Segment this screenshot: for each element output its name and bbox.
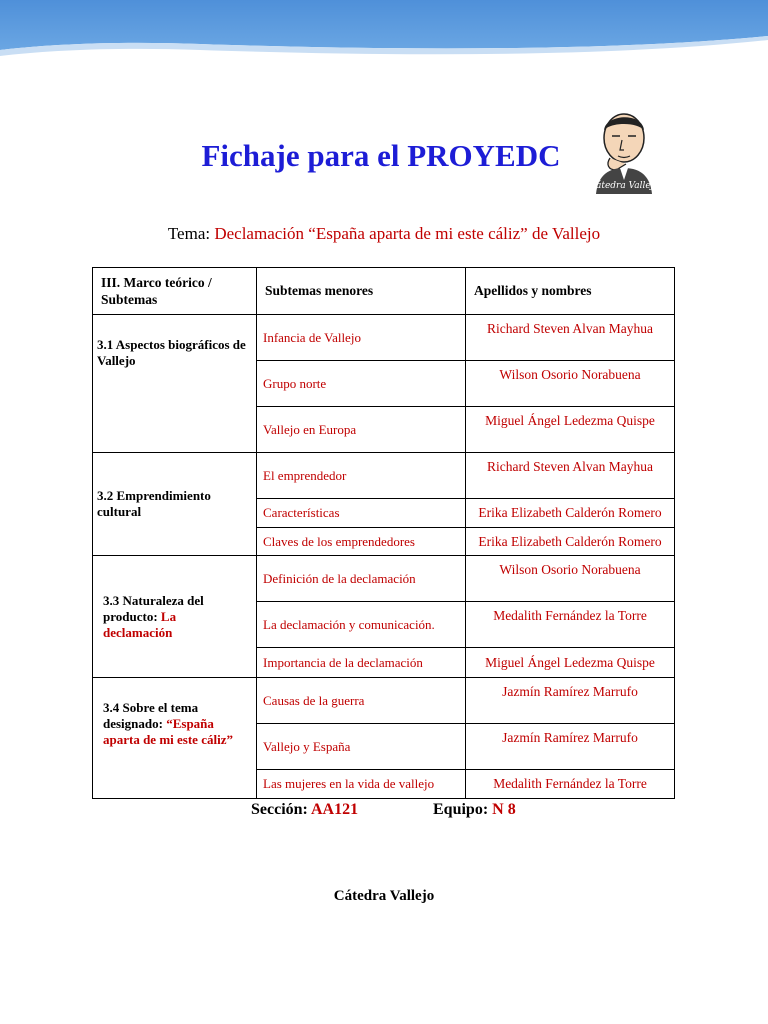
nombre-cell: Miguel Ángel Ledezma Quispe — [466, 407, 675, 453]
section-title-3-4-highlight: “España aparta de mi este cáliz” — [103, 716, 233, 747]
page-title: Fichaje para el PROYEDC — [201, 138, 561, 173]
tema-label: Tema: — [167, 224, 211, 243]
vallejo-portrait-icon — [586, 108, 662, 194]
subtema-cell: Vallejo y España — [257, 724, 466, 770]
nombre-cell: Jazmín Ramírez Marrufo — [466, 724, 675, 770]
section-title-3-4 — [93, 678, 257, 799]
table-header-row — [93, 268, 675, 315]
seccion-value: AA121 — [311, 801, 359, 818]
subtema-cell: Claves de los emprendedores — [257, 528, 466, 556]
table-row — [93, 556, 675, 602]
nombre-cell: Medalith Fernández la Torre — [466, 602, 675, 648]
equipo-label: Equipo: — [433, 801, 489, 818]
nombre-cell: Wilson Osorio Norabuena — [466, 361, 675, 407]
subtema-cell: Las mujeres en la vida de vallejo — [257, 770, 466, 799]
section-title-3-3 — [93, 556, 257, 678]
subtema-cell: Importancia de la declamación — [257, 648, 466, 678]
subtema-cell: Causas de la guerra — [257, 678, 466, 724]
section-title-3-1: 3.1 Aspectos biográficos de Vallejo — [93, 315, 257, 453]
catedra-footer: Cátedra Vallejo — [333, 888, 435, 904]
assignment-table — [92, 267, 675, 799]
subtema-cell: Grupo norte — [257, 361, 466, 407]
nombre-cell: Miguel Ángel Ledezma Quispe — [466, 648, 675, 678]
subtema-cell: El emprendedor — [257, 453, 466, 499]
subtema-cell: Características — [257, 499, 466, 528]
seccion-info — [251, 801, 358, 819]
seccion-label: Sección: — [251, 801, 308, 818]
column-header-subtemas: Subtemas menores — [257, 268, 466, 315]
section-title-3-3-label: 3.3 Naturaleza del producto: — [103, 592, 204, 624]
column-header-nombres: Apellidos y nombres — [466, 268, 675, 315]
nombre-cell: Richard Steven Alvan Mayhua — [466, 453, 675, 499]
subtema-cell: Infancia de Vallejo — [257, 315, 466, 361]
nombre-cell: Medalith Fernández la Torre — [466, 770, 675, 799]
tema-line — [0, 224, 768, 244]
portrait-caption: Cátedra Vallejo — [589, 181, 659, 191]
nombre-cell: Richard Steven Alvan Mayhua — [466, 315, 675, 361]
column-header-marco: III. Marco teórico / Subtemas — [93, 268, 257, 315]
section-title-3-2: 3.2 Emprendimiento cultural — [93, 453, 257, 556]
tema-value: Declamación “España aparta de mi este cáliz” de Vallejo — [214, 224, 601, 243]
nombre-cell: Erika Elizabeth Calderón Romero — [466, 528, 675, 556]
table-row — [93, 453, 675, 499]
nombre-cell: Wilson Osorio Norabuena — [466, 556, 675, 602]
subtema-cell: La declamación y comunicación. — [257, 602, 466, 648]
section-title-3-3-highlight: La declamación — [103, 608, 177, 640]
subtema-cell: Definición de la declamación — [257, 556, 466, 602]
equipo-info — [433, 801, 516, 819]
nombre-cell: Jazmín Ramírez Marrufo — [466, 678, 675, 724]
section-title-3-4-label: 3.4 Sobre el tema designado: — [103, 700, 199, 731]
equipo-value: N 8 — [492, 801, 516, 818]
nombre-cell: Erika Elizabeth Calderón Romero — [466, 499, 675, 528]
table-row — [93, 315, 675, 361]
table-row — [93, 678, 675, 724]
subtema-cell: Vallejo en Europa — [257, 407, 466, 453]
header-banner — [0, 0, 768, 70]
